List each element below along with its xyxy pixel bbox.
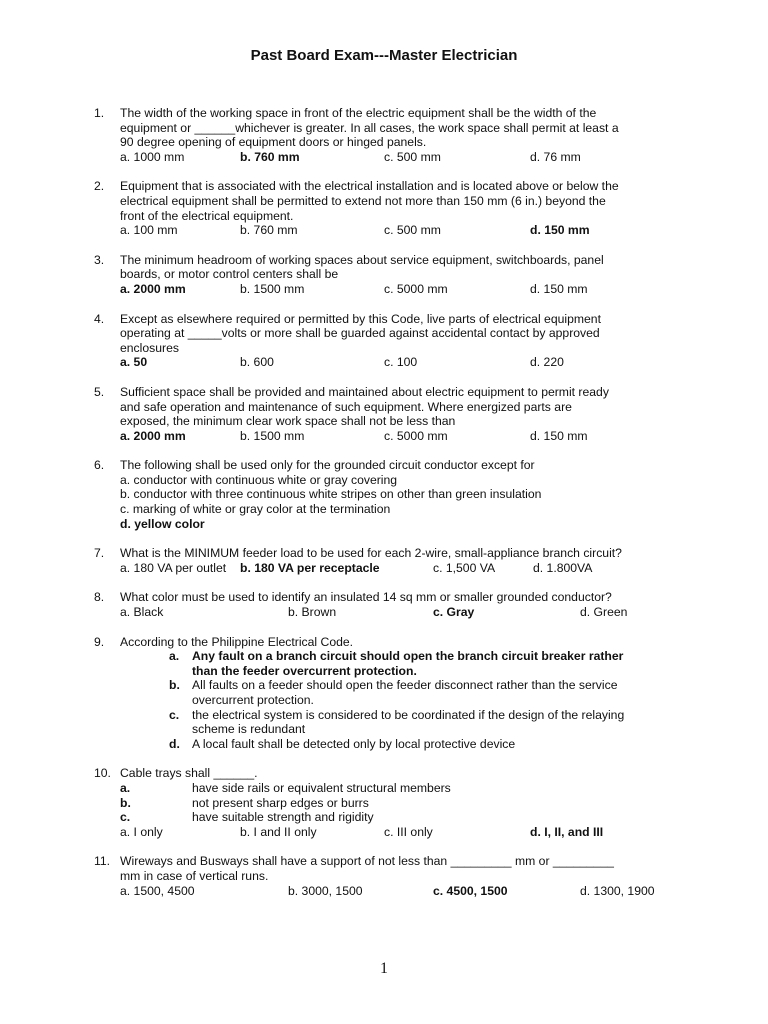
question-stem-line: 90 degree opening of equipment doors or hinged panels.: [120, 135, 427, 150]
answer-choices: [120, 150, 670, 165]
question-item: [0, 385, 768, 443]
answer-choice: b. I and II only: [240, 824, 317, 839]
question-number: 8.: [94, 590, 105, 605]
question-number: 1.: [94, 106, 105, 120]
question-stem-line: The minimum headroom of working spaces about service equipment, switchboards, panel: [120, 252, 604, 267]
answer-choice: a. 1000 mm: [120, 149, 185, 164]
answer-option: a. conductor with continuous white or gray covering: [120, 472, 398, 487]
answer-choice: c. III only: [384, 824, 433, 839]
answer-choices: [120, 223, 670, 238]
answer-choice: b. 760 mm: [240, 149, 300, 164]
question-body: [120, 635, 670, 752]
question-number: 10.: [94, 766, 111, 781]
question-item: [0, 854, 768, 898]
answer-choice: d. Green: [580, 605, 628, 620]
answer-choice: d. 1300, 1900: [580, 883, 655, 898]
answer-choice: a. 50: [120, 355, 148, 370]
question-body: [120, 854, 670, 898]
question-number: 9.: [94, 634, 105, 649]
answer-choice: c. 100: [384, 355, 418, 370]
answer-option: [120, 649, 670, 678]
answer-choices: [120, 561, 670, 576]
answer-choice: c. 1,500 VA: [433, 560, 496, 575]
answer-choice: a. I only: [120, 824, 163, 839]
answer-option: b. conductor with three continuous white stripes on other than green insulation: [120, 487, 542, 502]
page-title: Past Board Exam---Master Electrician: [250, 47, 518, 64]
question-stem-line: The following shall be used only for the grounded circuit conductor except for: [120, 458, 535, 473]
question-stem-line: electrical equipment shall be permitted to extend not more than 150 mm (6 in.) beyond the: [120, 193, 606, 208]
page-number: 1: [380, 960, 388, 977]
option-letter: d.: [169, 736, 180, 751]
answer-choices: [120, 355, 670, 370]
question-stem-line: equipment or ______whichever is greater. In all cases, the work space shall permit at least a: [120, 120, 619, 135]
question-stem-line: Sufficient space shall be provided and maintained about electric equipment to permit ready: [120, 384, 609, 399]
answer-choice: c. 500 mm: [384, 149, 441, 164]
statement-letter: c.: [120, 810, 131, 825]
question-stem-line: What color must be used to identify an insulated 14 sq mm or smaller grounded conductor?: [120, 590, 612, 605]
question-number: 5.: [94, 384, 105, 399]
answer-choice: a. Black: [120, 605, 164, 620]
question-body: [120, 253, 670, 297]
option-text-line: overcurrent protection.: [192, 693, 314, 707]
question-stem-line: boards, or motor control centers shall be: [120, 267, 339, 282]
statement-text: not present sharp edges or burrs: [192, 795, 369, 810]
question-body: [120, 106, 670, 164]
statement-letter: b.: [120, 795, 131, 810]
question-item: [0, 458, 768, 531]
question-list: [0, 106, 768, 913]
answer-choice: a. 2000 mm: [120, 428, 186, 443]
answer-option: [120, 678, 670, 707]
question-number: 11.: [94, 854, 111, 869]
question-body: [120, 590, 670, 619]
answer-option: c. marking of white or gray color at the termination: [120, 502, 391, 517]
statement-item: [120, 781, 670, 796]
answer-choices: [120, 605, 670, 620]
answer-choice: d. 220: [530, 355, 564, 370]
answer-choice: d. 150 mm: [530, 281, 588, 296]
question-number: 3.: [94, 252, 105, 267]
statement-item: [120, 810, 670, 825]
answer-choice: d. 76 mm: [530, 149, 581, 164]
option-text-line: than the feeder overcurrent protection.: [192, 663, 417, 678]
option-text-line: the electrical system is considered to be coordinated if the design of the relaying: [192, 707, 625, 722]
answer-choice: b. 1500 mm: [240, 281, 305, 296]
question-item: [0, 253, 768, 297]
option-letter: a.: [169, 649, 180, 664]
question-number: 6.: [94, 458, 105, 473]
question-body: [120, 179, 670, 237]
question-stem-line: mm in case of vertical runs.: [120, 868, 269, 883]
option-text-line: A local fault shall be detected only by local protective device: [192, 736, 516, 751]
question-stem-line: Cable trays shall ______.: [120, 766, 258, 781]
question-body: [120, 766, 670, 839]
question-item: [0, 546, 768, 575]
answer-choices: [120, 429, 670, 444]
option-letter: c.: [169, 707, 180, 722]
answer-choice: b. 180 VA per receptacle: [240, 560, 380, 575]
question-body: [120, 546, 670, 575]
question-stem-line: Wireways and Busways shall have a support of not less than _________ mm or _________: [120, 854, 614, 869]
question-item: [0, 766, 768, 839]
question-item: [0, 635, 768, 752]
question-stem-line: The width of the working space in front of the electric equipment shall be the width of the: [120, 106, 597, 120]
answer-choices: [120, 884, 670, 899]
question-stem-line: Except as elsewhere required or permitted by this Code, live parts of electrical equipment: [120, 311, 601, 326]
answer-choice: b. 600: [240, 355, 274, 370]
answer-choice: a. 1500, 4500: [120, 883, 195, 898]
answer-choice: a. 2000 mm: [120, 281, 186, 296]
option-text-line: Any fault on a branch circuit should open the branch circuit breaker rather: [192, 649, 624, 664]
answer-choice: c. 4500, 1500: [433, 883, 508, 898]
statement-letter: a.: [120, 780, 131, 795]
answer-choice: b. 1500 mm: [240, 428, 305, 443]
question-stem-line: operating at _____volts or more shall be guarded against accidental contact by approved: [120, 326, 600, 341]
answer-choice: b. Brown: [288, 605, 337, 620]
question-stem-line: and safe operation and maintenance of such equipment. Where energized parts are: [120, 399, 572, 414]
statement-item: [120, 796, 670, 811]
answer-choice: d. 150 mm: [530, 223, 590, 238]
question-body: [120, 385, 670, 443]
answer-choice: d. 150 mm: [530, 428, 588, 443]
question-stem-line: What is the MINIMUM feeder load to be used for each 2-wire, small-appliance branch circuit?: [120, 546, 622, 561]
question-stem-line: enclosures: [120, 340, 179, 355]
question-stem-line: According to the Philippine Electrical Code.: [120, 634, 354, 649]
answer-choice: c. Gray: [433, 605, 475, 620]
answer-choices: [120, 282, 670, 297]
question-stem-line: Equipment that is associated with the electrical installation and is located above or below the: [120, 179, 619, 194]
answer-choice: a. 100 mm: [120, 223, 178, 238]
question-stem-line: exposed, the minimum clear work space shall not be less than: [120, 414, 456, 429]
question-number: 7.: [94, 546, 105, 561]
answer-choices: [120, 825, 670, 840]
question-body: [120, 458, 670, 531]
answer-option: d. yellow color: [120, 516, 205, 531]
answer-choice: c. 500 mm: [384, 223, 441, 238]
question-item: [0, 179, 768, 237]
answer-choice: a. 180 VA per outlet: [120, 560, 227, 575]
answer-choice: b. 3000, 1500: [288, 883, 363, 898]
answer-choice: c. 5000 mm: [384, 281, 448, 296]
option-text-line: scheme is redundant: [192, 722, 306, 737]
option-letter: b.: [169, 678, 180, 693]
answer-choice: b. 760 mm: [240, 223, 298, 238]
question-stem-line: front of the electrical equipment.: [120, 208, 294, 223]
statement-text: have suitable strength and rigidity: [192, 810, 374, 825]
question-body: [120, 312, 670, 370]
answer-choice: d. 1.800VA: [533, 560, 593, 575]
statement-text: have side rails or equivalent structural members: [192, 780, 451, 795]
answer-choice: c. 5000 mm: [384, 428, 448, 443]
question-item: [0, 590, 768, 619]
question-item: [0, 106, 768, 164]
question-number: 4.: [94, 311, 105, 326]
answer-option: [120, 708, 670, 737]
question-number: 2.: [94, 179, 105, 194]
answer-option: [120, 737, 670, 752]
option-text-line: All faults on a feeder should open the feeder disconnect rather than the service: [192, 678, 618, 693]
question-item: [0, 312, 768, 370]
answer-choice: d. I, II, and III: [530, 824, 604, 839]
